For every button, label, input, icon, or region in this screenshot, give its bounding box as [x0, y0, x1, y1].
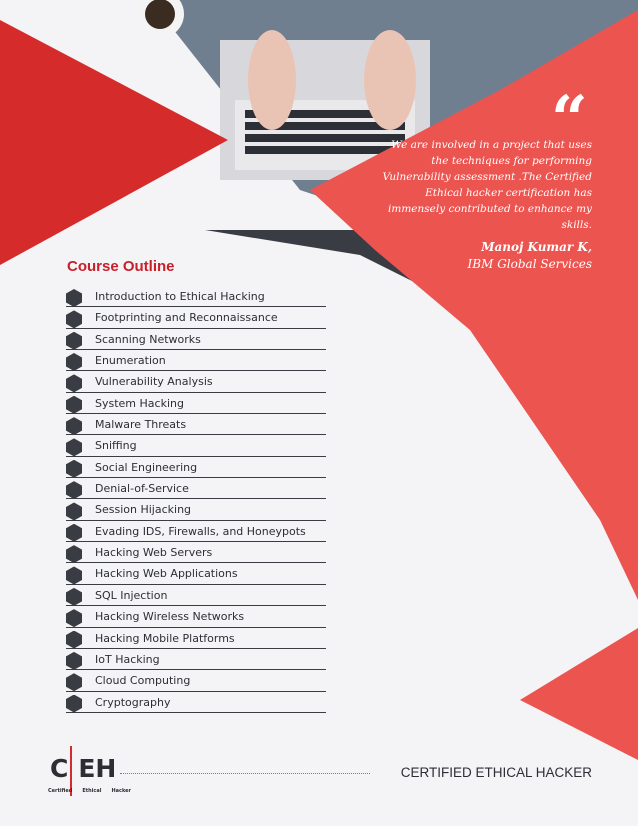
hexagon-bullet-icon: [66, 652, 82, 670]
testimonial-company: IBM Global Services: [467, 257, 592, 271]
hexagon-bullet-icon: [66, 502, 82, 520]
hexagon-bullet-icon: [66, 417, 82, 435]
hexagon-bullet-icon: [66, 374, 82, 392]
course-outline-item-label: System Hacking: [95, 396, 184, 410]
left-red-triangle: [0, 20, 228, 265]
logo-word-hacker: Hacker: [111, 788, 132, 794]
logo-letters-eh: EH: [78, 754, 117, 783]
footer-title: CERTIFIED ETHICAL HACKER: [400, 765, 592, 780]
course-outline-item: [66, 649, 326, 670]
course-outline-item-label: Hacking Web Applications: [95, 567, 238, 581]
hexagon-bullet-icon: [66, 609, 82, 627]
course-outline-list: [66, 286, 326, 713]
course-outline-item: [66, 542, 326, 563]
course-outline-item-label: IoT Hacking: [95, 652, 160, 666]
ceh-logo: [46, 744, 132, 796]
course-outline-item-label: Footprinting and Reconnaissance: [95, 311, 278, 325]
course-outline-title: Course Outline: [67, 258, 175, 275]
logo-words: [48, 788, 141, 794]
course-outline-item: [66, 563, 326, 584]
course-outline-item-label: Hacking Mobile Platforms: [95, 631, 235, 645]
hexagon-bullet-icon: [66, 481, 82, 499]
hexagon-bullet-icon: [66, 396, 82, 414]
course-outline-item-label: Cloud Computing: [95, 674, 191, 688]
quote-icon: “: [551, 82, 588, 157]
hexagon-bullet-icon: [66, 460, 82, 478]
course-outline-item-label: Malware Threats: [95, 418, 187, 432]
course-outline-item: [66, 521, 326, 542]
footer-dotted-rule: [120, 773, 370, 774]
course-outline-item: [66, 692, 326, 713]
course-outline-item: [66, 457, 326, 478]
course-outline-item: [66, 670, 326, 691]
course-outline-item-label: Introduction to Ethical Hacking: [95, 290, 265, 303]
course-outline-item: [66, 350, 326, 371]
course-outline-item: [66, 329, 326, 350]
course-outline-item-label: Enumeration: [95, 354, 166, 368]
hexagon-bullet-icon: [66, 310, 82, 328]
course-outline-item: [66, 393, 326, 414]
course-outline-item: [66, 414, 326, 435]
testimonial-author: Manoj Kumar K,: [481, 240, 592, 254]
course-outline-item: [66, 478, 326, 499]
course-outline-item-label: Session Hijacking: [95, 503, 192, 517]
course-outline-item-label: Hacking Web Servers: [95, 546, 213, 560]
course-outline-item: [66, 628, 326, 649]
logo-word-ethical: Ethical: [82, 788, 102, 794]
logo-letter-c: C: [50, 754, 69, 783]
course-outline-item: [66, 307, 326, 328]
hexagon-bullet-icon: [66, 332, 82, 350]
course-outline-item-label: Social Engineering: [95, 460, 198, 474]
logo-letters: [50, 754, 116, 783]
testimonial-text: We are involved in a project that uses the techniques for performing Vulnerability assessment .The Certified Ethical hacker certification has immensely contributed to enhance my skills.: [382, 139, 592, 231]
course-outline-item-label: Vulnerability Analysis: [95, 375, 213, 389]
course-outline-item-label: SQL Injection: [95, 588, 168, 602]
course-outline-item: [66, 435, 326, 456]
course-outline-item: [66, 606, 326, 627]
hexagon-bullet-icon: [66, 353, 82, 371]
hexagon-bullet-icon: [66, 566, 82, 584]
course-outline-item-label: Scanning Networks: [95, 332, 201, 346]
hexagon-bullet-icon: [66, 438, 82, 456]
course-outline-item-label: Hacking Wireless Networks: [95, 610, 245, 624]
course-outline-item: [66, 371, 326, 392]
course-outline-item: [66, 286, 326, 307]
hexagon-bullet-icon: [66, 673, 82, 691]
hexagon-bullet-icon: [66, 524, 82, 542]
hexagon-bullet-icon: [66, 289, 82, 307]
hexagon-bullet-icon: [66, 545, 82, 563]
hexagon-bullet-icon: [66, 588, 82, 606]
logo-word-certified: Certified: [48, 788, 73, 794]
course-outline-item: [66, 585, 326, 606]
hexagon-bullet-icon: [66, 631, 82, 649]
hexagon-bullet-icon: [66, 695, 82, 713]
course-outline-item-label: Cryptography: [95, 695, 171, 709]
course-outline-item: [66, 499, 326, 520]
course-outline-item-label: Denial-of-Service: [95, 482, 189, 496]
course-outline-item-label: Sniffing: [95, 439, 137, 453]
course-outline-item-label: Evading IDS, Firewalls, and Honeypots: [95, 524, 306, 538]
